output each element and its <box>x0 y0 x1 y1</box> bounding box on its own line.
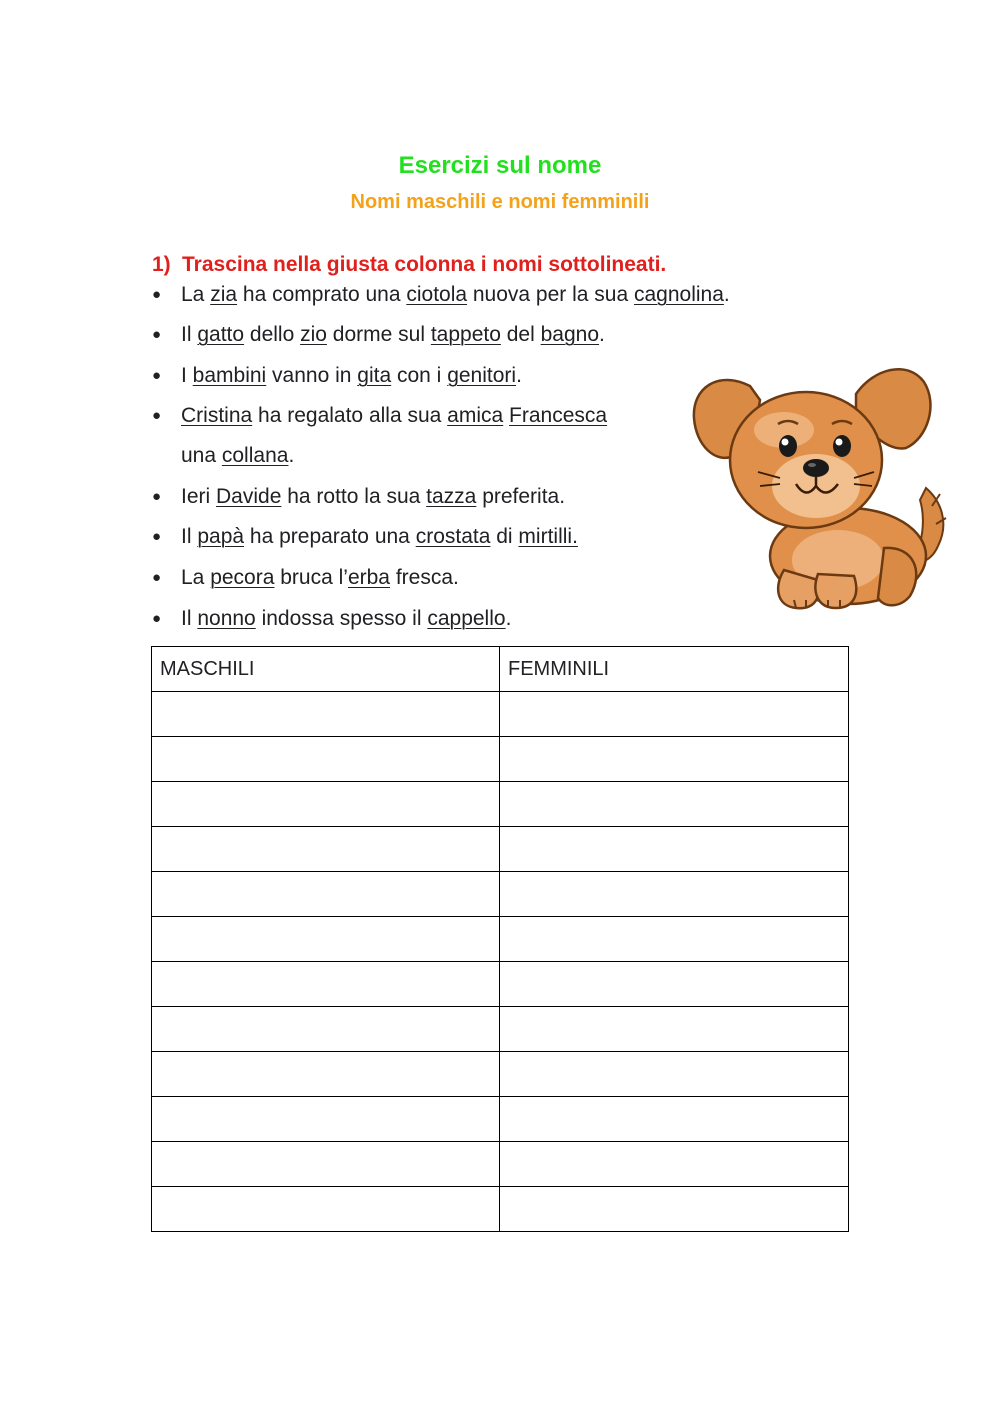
sentence-text: del <box>500 323 541 346</box>
sentence-text: indossa spesso il <box>255 607 428 630</box>
table-row <box>152 1187 849 1232</box>
drop-cell-maschili[interactable] <box>152 737 500 782</box>
drop-cell-maschili[interactable] <box>152 1097 500 1142</box>
sorting-table <box>151 646 849 1232</box>
bullet-icon: ● <box>152 569 162 586</box>
sentence-text: . <box>723 283 730 306</box>
draggable-noun[interactable]: amica <box>447 404 504 427</box>
drop-cell-maschili[interactable] <box>152 782 500 827</box>
draggable-noun[interactable]: Cristina <box>181 404 253 427</box>
sentence-item <box>152 321 605 349</box>
drop-cell-femminili[interactable] <box>500 1052 849 1097</box>
draggable-noun[interactable]: Davide <box>216 485 282 508</box>
draggable-noun[interactable]: mirtilli. <box>518 525 578 548</box>
sentence-item <box>152 402 607 430</box>
bullet-icon: ● <box>152 488 162 505</box>
table-row <box>152 782 849 827</box>
drop-cell-maschili[interactable] <box>152 962 500 1007</box>
draggable-noun[interactable]: nonno <box>197 607 256 630</box>
page-subtitle: Nomi maschili e nomi femminili <box>350 191 650 213</box>
bullet-icon: ● <box>152 367 162 384</box>
draggable-noun[interactable]: papà <box>197 525 245 548</box>
sentence-text: dello <box>244 323 301 346</box>
puppy-illustration <box>688 360 950 612</box>
draggable-noun[interactable]: genitori <box>447 364 517 387</box>
draggable-noun[interactable]: zio <box>300 323 327 346</box>
page-title: Esercizi sul nome <box>398 152 602 179</box>
bullet-icon: ● <box>152 326 162 343</box>
sentence-text: ha preparato una <box>244 525 416 548</box>
sentence-text: ha regalato alla sua <box>252 404 448 427</box>
drop-cell-femminili[interactable] <box>500 692 849 737</box>
sentence-text: Il <box>181 525 198 548</box>
drop-cell-maschili[interactable] <box>152 1052 500 1097</box>
sentence-text: . <box>505 607 512 630</box>
sentence-text: Il <box>181 323 198 346</box>
table-header-row <box>152 647 849 692</box>
sentence-item <box>152 523 578 551</box>
drop-cell-maschili[interactable] <box>152 1142 500 1187</box>
draggable-noun[interactable]: ciotola <box>406 283 468 306</box>
table-row <box>152 1097 849 1142</box>
table-row <box>152 692 849 737</box>
drop-cell-maschili[interactable] <box>152 1187 500 1232</box>
draggable-noun[interactable]: cappello <box>427 607 506 630</box>
sentence-text: I <box>181 364 193 387</box>
draggable-noun[interactable]: gita <box>357 364 392 387</box>
draggable-noun[interactable]: gatto <box>197 323 245 346</box>
draggable-noun[interactable]: bagno <box>540 323 600 346</box>
sentence-text: una <box>181 444 222 467</box>
table-row <box>152 872 849 917</box>
draggable-noun[interactable]: bambini <box>192 364 267 387</box>
drop-cell-maschili[interactable] <box>152 872 500 917</box>
drop-cell-maschili[interactable] <box>152 917 500 962</box>
bullet-icon: ● <box>152 286 162 303</box>
sentence-text: . <box>516 364 522 387</box>
table-row <box>152 1052 849 1097</box>
table-row <box>152 1007 849 1052</box>
sentence-text: bruca l’ <box>274 566 348 589</box>
table-row <box>152 827 849 872</box>
sentence-text: ha rotto la sua <box>281 485 427 508</box>
drop-cell-femminili[interactable] <box>500 962 849 1007</box>
draggable-noun[interactable]: zia <box>210 283 238 306</box>
bullet-icon: ● <box>152 407 162 424</box>
sentence-text: La <box>181 566 211 589</box>
bullet-icon: ● <box>152 528 162 545</box>
sentence-text: dorme sul <box>326 323 431 346</box>
exercise-number: 1) <box>152 253 171 276</box>
drop-cell-femminili[interactable] <box>500 1007 849 1052</box>
sentence-text: La <box>181 283 211 306</box>
exercise-instruction <box>152 251 666 279</box>
sentence-text: Ieri <box>181 485 217 508</box>
drop-cell-femminili[interactable] <box>500 1097 849 1142</box>
draggable-noun[interactable]: crostata <box>415 525 491 548</box>
drop-cell-femminili[interactable] <box>500 827 849 872</box>
sentence-item <box>152 281 730 309</box>
draggable-noun[interactable]: collana <box>221 444 289 467</box>
sentence-text: . <box>599 323 605 346</box>
drop-cell-femminili[interactable] <box>500 1187 849 1232</box>
draggable-noun[interactable]: tappeto <box>430 323 501 346</box>
sentence-text: con i <box>391 364 448 387</box>
sentence-text: nuova per la sua <box>467 283 634 306</box>
draggable-noun[interactable]: cagnolina <box>634 283 724 306</box>
sentence-continuation <box>181 442 294 470</box>
sentence-text: fresca. <box>389 566 459 589</box>
drop-cell-femminili[interactable] <box>500 782 849 827</box>
table-row <box>152 962 849 1007</box>
sentence-text: vanno in <box>266 364 358 387</box>
drop-cell-femminili[interactable] <box>500 872 849 917</box>
drop-cell-femminili[interactable] <box>500 737 849 782</box>
sentence-item <box>152 362 522 390</box>
draggable-noun[interactable]: tazza <box>426 485 477 508</box>
drop-cell-maschili[interactable] <box>152 692 500 737</box>
sentence-item <box>152 605 511 633</box>
sentence-item <box>152 564 459 592</box>
drop-cell-maschili[interactable] <box>152 1007 500 1052</box>
sentence-text: . <box>288 444 295 467</box>
sentence-text: ha comprato una <box>237 283 407 306</box>
column-header-maschili: MASCHILI <box>152 647 500 692</box>
bullet-icon: ● <box>152 610 162 627</box>
sentence-text: preferita. <box>476 485 566 508</box>
column-header-femminili: FEMMINILI <box>500 647 849 692</box>
draggable-noun[interactable]: pecora <box>210 566 275 589</box>
drop-cell-maschili[interactable] <box>152 827 500 872</box>
instruction-text: Trascina nella giusta colonna i nomi sottolineati. <box>182 253 667 276</box>
table-row <box>152 917 849 962</box>
sentence-text: di <box>490 525 519 548</box>
sentence-text: Il <box>181 607 198 630</box>
sentence-item <box>152 483 565 511</box>
drop-cell-femminili[interactable] <box>500 1142 849 1187</box>
table-row <box>152 1142 849 1187</box>
table-row <box>152 737 849 782</box>
drop-cell-femminili[interactable] <box>500 917 849 962</box>
draggable-noun[interactable]: erba <box>347 566 390 589</box>
draggable-noun[interactable]: Francesca <box>509 404 608 427</box>
